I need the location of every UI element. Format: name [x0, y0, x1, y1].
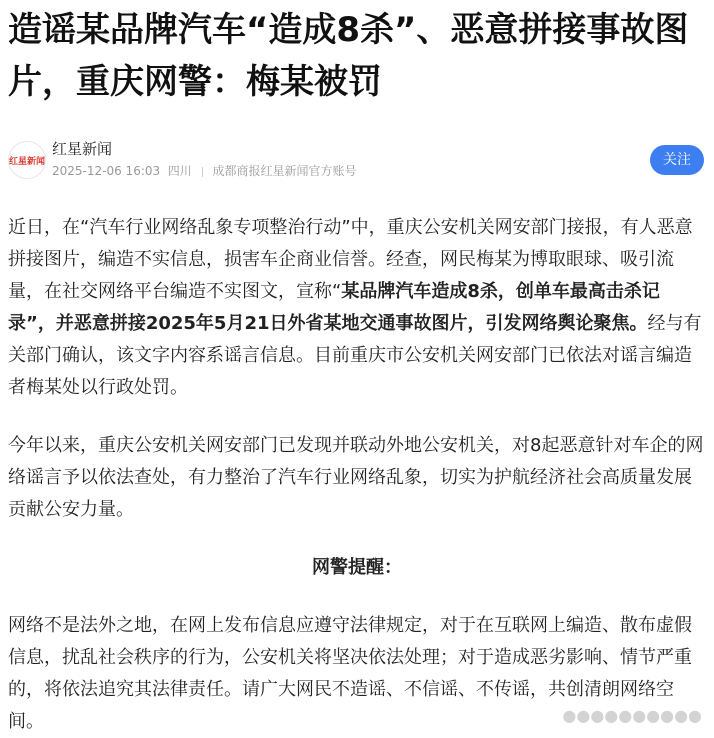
reminder-heading: 网警提醒：: [312, 557, 402, 578]
paragraph-2: 今年以来，重庆公安机关网安部门已发现并联动外地公安机关，对8起恶意针对车企的网络谣言予以依法查处，有力整治了汽车行业网络乱象，切实为护航经济社会高质量发展贡献公安力量。: [8, 435, 704, 520]
article-title: 造谣某品牌汽车“造成8杀”、恶意拼接事故图片，重庆网警：梅某被罚: [8, 10, 689, 102]
source-info: [52, 139, 650, 181]
follow-button[interactable]: 关注: [650, 145, 704, 175]
source-name[interactable]: 红星新闻: [52, 140, 113, 158]
article-page: [0, 4, 714, 738]
article-body: [8, 212, 706, 738]
paragraph-1: [8, 212, 706, 404]
publish-location: 四川: [167, 164, 192, 178]
source-bar: [8, 138, 706, 182]
meta-divider: [202, 167, 203, 177]
watermark: ●●●●●●●●●●: [562, 706, 702, 725]
publish-datetime: 2025-12-06 16:03: [52, 164, 161, 178]
paragraph-1-text-end: 经与有关部门确认，该文字内容系谣言信息。目前重庆市公安机关网安部门已依法对谣言编造者梅某处以行政处罚。: [8, 313, 702, 398]
paragraph-1-text: 近日，在“汽车行业网络乱象专项整治行动”中，重庆公安机关网安部门接报，有人恶意拼接图片，编造不实信息，损害车企商业信誉。经查，网民梅某为博取眼球、吸引流量，在社交网络平台编造不实图文，宣称“: [8, 217, 693, 302]
account-description: 成都商报红星新闻官方账号: [212, 164, 357, 178]
publish-meta: [52, 161, 650, 181]
paragraph-3: 网络不是法外之地，在网上发布信息应遵守法律规定，对于在互联网上编造、散布虚假信息，扰乱社会秩序的行为，公安机关将坚决依法处理；对于造成恶劣影响、情节严重的，将依法追究其法律责任。请广大网民不造谣、不信谣、不传谣，共创清朗网络空间。: [8, 615, 692, 732]
paragraph-1-bold: 某品牌汽车造成8杀，创单车最高击杀记录”，并恶意拼接2025年5月21日外省某地交通事故图片，引发网络舆论聚焦。: [8, 281, 660, 334]
source-logo[interactable]: 红星新闻: [8, 141, 46, 179]
